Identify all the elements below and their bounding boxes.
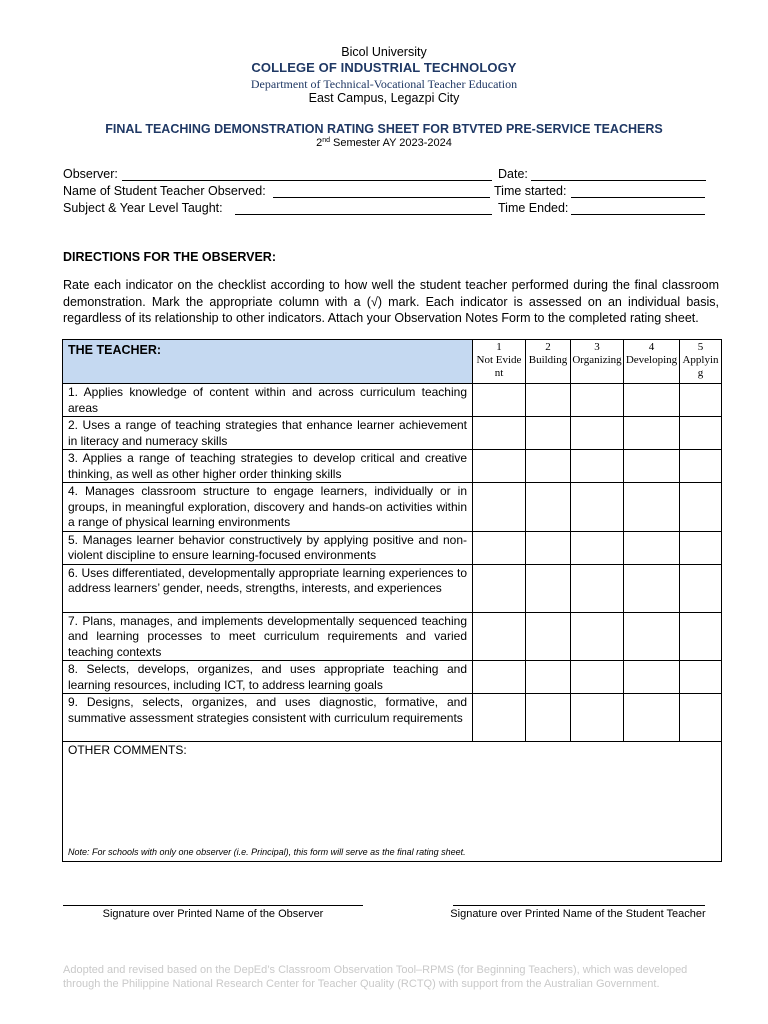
rating-cell-4[interactable] xyxy=(624,564,680,612)
time-ended-field[interactable] xyxy=(571,201,705,215)
rating-cell-4[interactable] xyxy=(624,612,680,661)
rating-cell-1[interactable] xyxy=(473,483,526,532)
observer-signature-label: Signature over Printed Name of the Observer xyxy=(102,908,324,920)
rating-cell-2[interactable] xyxy=(526,531,571,564)
scale-number: 1 xyxy=(496,341,502,353)
rating-cell-3[interactable] xyxy=(571,483,624,532)
rating-cell-2[interactable] xyxy=(526,694,571,742)
scale-number: 3 xyxy=(594,341,600,353)
rating-cell-1[interactable] xyxy=(473,661,526,694)
table-row xyxy=(63,417,722,450)
table-row xyxy=(63,531,722,564)
indicator-2: 2. Uses a range of teaching strategies that enhance learner achievement in literacy and numeracy skills xyxy=(63,417,473,450)
rating-cell-2[interactable] xyxy=(526,564,571,612)
the-teacher-header: THE TEACHER: xyxy=(63,340,473,384)
table-row xyxy=(63,661,722,694)
rating-cell-5[interactable] xyxy=(680,417,722,450)
form-title: FINAL TEACHING DEMONSTRATION RATING SHEET FOR BTVTED PRE-SERVICE TEACHERS xyxy=(105,122,663,136)
rating-cell-3[interactable] xyxy=(571,450,624,483)
scale-number: 4 xyxy=(648,341,655,353)
indicator-1: 1. Applies knowledge of content within and across curriculum teaching areas xyxy=(63,384,473,417)
rating-cell-4[interactable] xyxy=(624,694,680,742)
table-row xyxy=(63,564,722,612)
student-teacher-label: Name of Student Teacher Observed: xyxy=(63,184,266,198)
table-row xyxy=(63,483,722,532)
scale-label: Building xyxy=(528,354,568,366)
rating-cell-5[interactable] xyxy=(680,564,722,612)
rating-cell-4[interactable] xyxy=(624,483,680,532)
semester-line xyxy=(0,137,768,149)
table-row xyxy=(63,450,722,483)
table-row xyxy=(63,384,722,417)
scale-header-4 xyxy=(624,340,680,384)
rating-cell-3[interactable] xyxy=(571,417,624,450)
date-field[interactable] xyxy=(531,167,706,181)
indicator-4: 4. Manages classroom structure to engage learners, individually or in groups, in meaningful exploration, discovery and hands-on activities within a range of physical learning environments xyxy=(63,483,473,532)
table-header-row xyxy=(63,340,722,384)
rating-cell-1[interactable] xyxy=(473,417,526,450)
rating-cell-3[interactable] xyxy=(571,612,624,661)
semester-text: Semester AY 2023-2024 xyxy=(330,137,452,149)
university-name: Bicol University xyxy=(341,45,427,59)
rating-cell-4[interactable] xyxy=(624,661,680,694)
observer-signature-line[interactable] xyxy=(63,905,363,906)
rating-cell-5[interactable] xyxy=(680,661,722,694)
subject-level-label: Subject & Year Level Taught: xyxy=(63,201,223,215)
table-row xyxy=(63,694,722,742)
date-label: Date: xyxy=(498,167,528,181)
footer-attribution: Adopted and revised based on the DepEd’s Classroom Observation Tool–RPMS (for Beginning Teachers), which was developed through the Philippine National Research Center for Teacher Quality (RCTQ) with support from the Australian Government. xyxy=(63,964,688,990)
time-started-label: Time started: xyxy=(494,184,567,198)
department-name: Department of Technical-Vocational Teacher Education xyxy=(250,77,518,91)
college-name: COLLEGE OF INDUSTRIAL TECHNOLOGY xyxy=(251,60,517,75)
rating-cell-2[interactable] xyxy=(526,483,571,532)
rating-cell-2[interactable] xyxy=(526,661,571,694)
rating-cell-1[interactable] xyxy=(473,694,526,742)
rating-cell-2[interactable] xyxy=(526,384,571,417)
rating-table xyxy=(62,339,722,862)
scale-number: 2 xyxy=(545,341,551,353)
rating-cell-1[interactable] xyxy=(473,564,526,612)
rating-cell-5[interactable] xyxy=(680,483,722,532)
single-observer-note: Note: For schools with only one observer (i.e. Principal), this form will serve as the final rating sheet. xyxy=(68,847,466,857)
scale-label: Organizing xyxy=(572,354,622,366)
scale-header-2 xyxy=(526,340,571,384)
table-row xyxy=(63,612,722,661)
rating-cell-2[interactable] xyxy=(526,417,571,450)
rating-cell-3[interactable] xyxy=(571,661,624,694)
rating-cell-3[interactable] xyxy=(571,384,624,417)
rating-cell-3[interactable] xyxy=(571,531,624,564)
directions-title: DIRECTIONS FOR THE OBSERVER: xyxy=(63,250,276,264)
scale-number: 5 xyxy=(697,341,704,353)
student-teacher-field[interactable] xyxy=(273,184,490,198)
rating-cell-2[interactable] xyxy=(526,450,571,483)
scale-label: Not Evident xyxy=(476,354,522,379)
scale-header-5 xyxy=(680,340,722,384)
rating-cell-3[interactable] xyxy=(571,694,624,742)
rating-cell-1[interactable] xyxy=(473,450,526,483)
rating-cell-4[interactable] xyxy=(624,531,680,564)
rating-cell-1[interactable] xyxy=(473,612,526,661)
rating-cell-4[interactable] xyxy=(624,417,680,450)
scale-header-3 xyxy=(571,340,624,384)
indicator-8: 8. Selects, develops, organizes, and uses appropriate teaching and learning resources, including ICT, to address learning goals xyxy=(63,661,473,694)
observer-label: Observer: xyxy=(63,167,118,181)
directions-text: Rate each indicator on the checklist according to how well the student teacher performed during the final classroom demonstration. Mark the appropriate column with a (√) mark. Each indicator is assessed on an individual basis, regardless of its relationship to other indicators. Attach your Observation Notes Form to the completed rating sheet. xyxy=(63,278,719,325)
rating-cell-5[interactable] xyxy=(680,612,722,661)
rating-cell-4[interactable] xyxy=(624,450,680,483)
indicator-3: 3. Applies a range of teaching strategies to develop critical and creative thinking, as well as other higher order thinking skills xyxy=(63,450,473,483)
rating-cell-3[interactable] xyxy=(571,564,624,612)
student-teacher-signature-line[interactable] xyxy=(453,905,705,906)
semester-number: 2 xyxy=(316,137,323,149)
indicator-7: 7. Plans, manages, and implements developmentally sequenced teaching and learning processes to meet curriculum requirements and varied teaching contexts xyxy=(63,612,473,661)
rating-cell-5[interactable] xyxy=(680,531,722,564)
other-comments-label: OTHER COMMENTS: xyxy=(68,743,187,757)
semester-suffix: nd xyxy=(322,137,330,144)
rating-cell-1[interactable] xyxy=(473,531,526,564)
student-teacher-signature-label: Signature over Printed Name of the Student Teacher xyxy=(450,908,706,920)
time-started-field[interactable] xyxy=(571,184,705,198)
time-ended-label: Time Ended: xyxy=(498,201,569,215)
observer-field[interactable] xyxy=(122,167,492,181)
other-comments-box[interactable] xyxy=(63,742,722,862)
scale-header-1 xyxy=(473,340,526,384)
indicator-5: 5. Manages learner behavior constructively by applying positive and non-violent discipline to ensure learning-focused environments xyxy=(63,531,473,564)
rating-cell-5[interactable] xyxy=(680,694,722,742)
rating-cell-5[interactable] xyxy=(680,450,722,483)
indicator-6: 6. Uses differentiated, developmentally appropriate learning experiences to address learners’ gender, needs, strengths, interests, and experiences xyxy=(63,564,473,612)
campus-name: East Campus, Legazpi City xyxy=(308,91,460,105)
scale-label: Developing xyxy=(625,354,678,366)
rating-cell-2[interactable] xyxy=(526,612,571,661)
scale-label: Applying xyxy=(682,354,719,379)
indicator-9: 9. Designs, selects, organizes, and uses diagnostic, formative, and summative assessment strategies consistent with curriculum requirements xyxy=(63,694,473,742)
rating-cell-5[interactable] xyxy=(680,384,722,417)
subject-level-field[interactable] xyxy=(235,201,492,215)
rating-cell-1[interactable] xyxy=(473,384,526,417)
rating-cell-4[interactable] xyxy=(624,384,680,417)
comments-row xyxy=(63,742,722,862)
